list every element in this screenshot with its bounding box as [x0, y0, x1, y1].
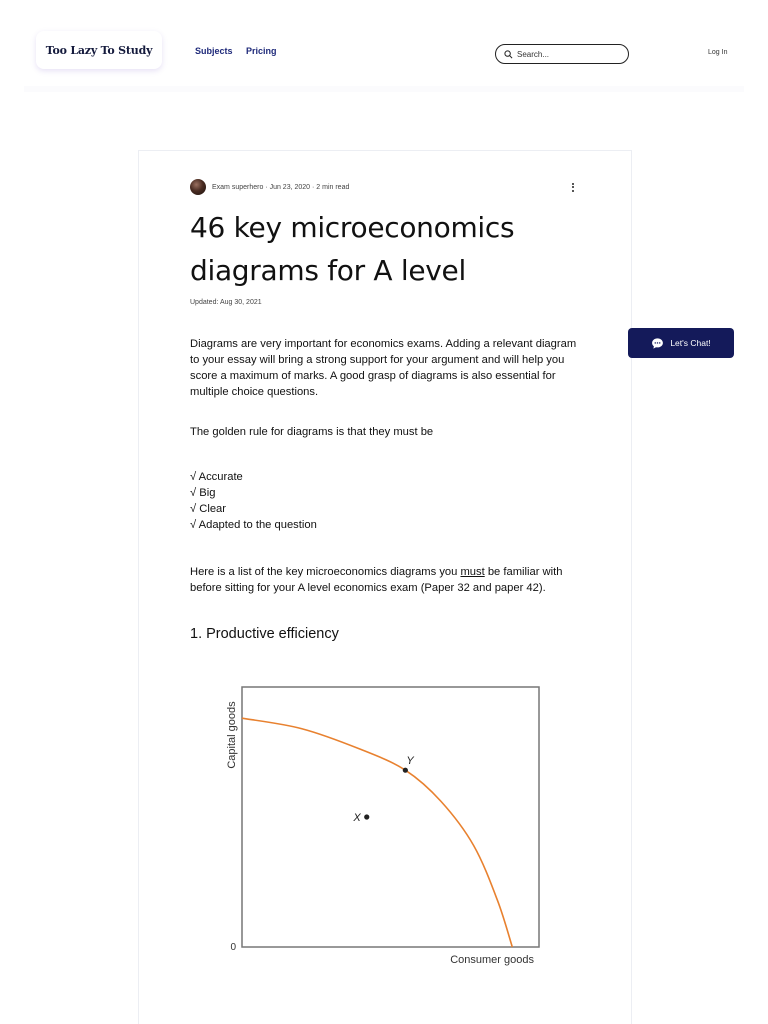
origin-label: 0 — [230, 942, 236, 953]
post-meta-text: Exam superhero · Jun 23, 2020 · 2 min read — [212, 183, 350, 191]
nav-subjects[interactable]: Subjects — [195, 46, 233, 56]
x-axis-label: Consumer goods — [450, 954, 534, 966]
updated-date: Updated: Aug 30, 2021 — [190, 299, 262, 306]
point-y-label: Y — [406, 755, 414, 768]
ppf-chart — [220, 680, 550, 970]
list-intro-end: be familiar with before sitting for your A level economics exam (Paper 32 and paper 42). — [190, 566, 563, 594]
chat-bubble-icon — [651, 337, 664, 350]
list-intro-emphasis: must — [460, 566, 485, 578]
nav-pricing[interactable]: Pricing — [246, 46, 277, 56]
intro-paragraph: Diagrams are very important for economics exams. Adding a relevant diagram to your essay will bring a strong support for your argument and will help you score a maximum of marks. A good grasp of diagrams is also essential for multiple choice questions. — [190, 338, 577, 398]
chat-label: Let's Chat! — [670, 338, 711, 348]
chat-button[interactable] — [628, 328, 734, 358]
list-intro-start: Here is a list of the key microeconomics diagrams you — [190, 566, 461, 578]
section-heading: 1. Productive efficiency — [190, 626, 339, 642]
header-divider — [24, 86, 744, 92]
search-icon — [504, 50, 513, 59]
ppf-curve — [242, 718, 512, 947]
post-meta — [190, 179, 349, 195]
list-intro-paragraph — [190, 564, 582, 596]
list-item: √ Accurate — [190, 471, 243, 483]
login-link[interactable]: Log In — [708, 49, 728, 56]
more-options-icon[interactable] — [568, 180, 578, 194]
logo-text: Too Lazy To Study — [45, 43, 153, 57]
author-avatar[interactable] — [190, 179, 206, 195]
point-y-marker — [403, 768, 408, 773]
list-item: √ Adapted to the question — [190, 519, 317, 531]
point-x-label: X — [353, 812, 361, 824]
chart-points — [352, 755, 414, 824]
golden-rule-paragraph: The golden rule for diagrams is that they must be — [190, 426, 434, 438]
search-input[interactable] — [517, 50, 617, 59]
list-item: √ Clear — [190, 503, 226, 515]
y-axis-label: Capital goods — [226, 701, 238, 769]
search-box[interactable] — [495, 44, 629, 64]
site-header — [0, 0, 768, 100]
point-x-marker — [364, 814, 369, 819]
list-item: √ Big — [190, 487, 216, 499]
logo[interactable] — [36, 31, 162, 69]
criteria-list — [190, 469, 317, 533]
post-title: 46 key microeconomics diagrams for A level — [190, 211, 515, 287]
